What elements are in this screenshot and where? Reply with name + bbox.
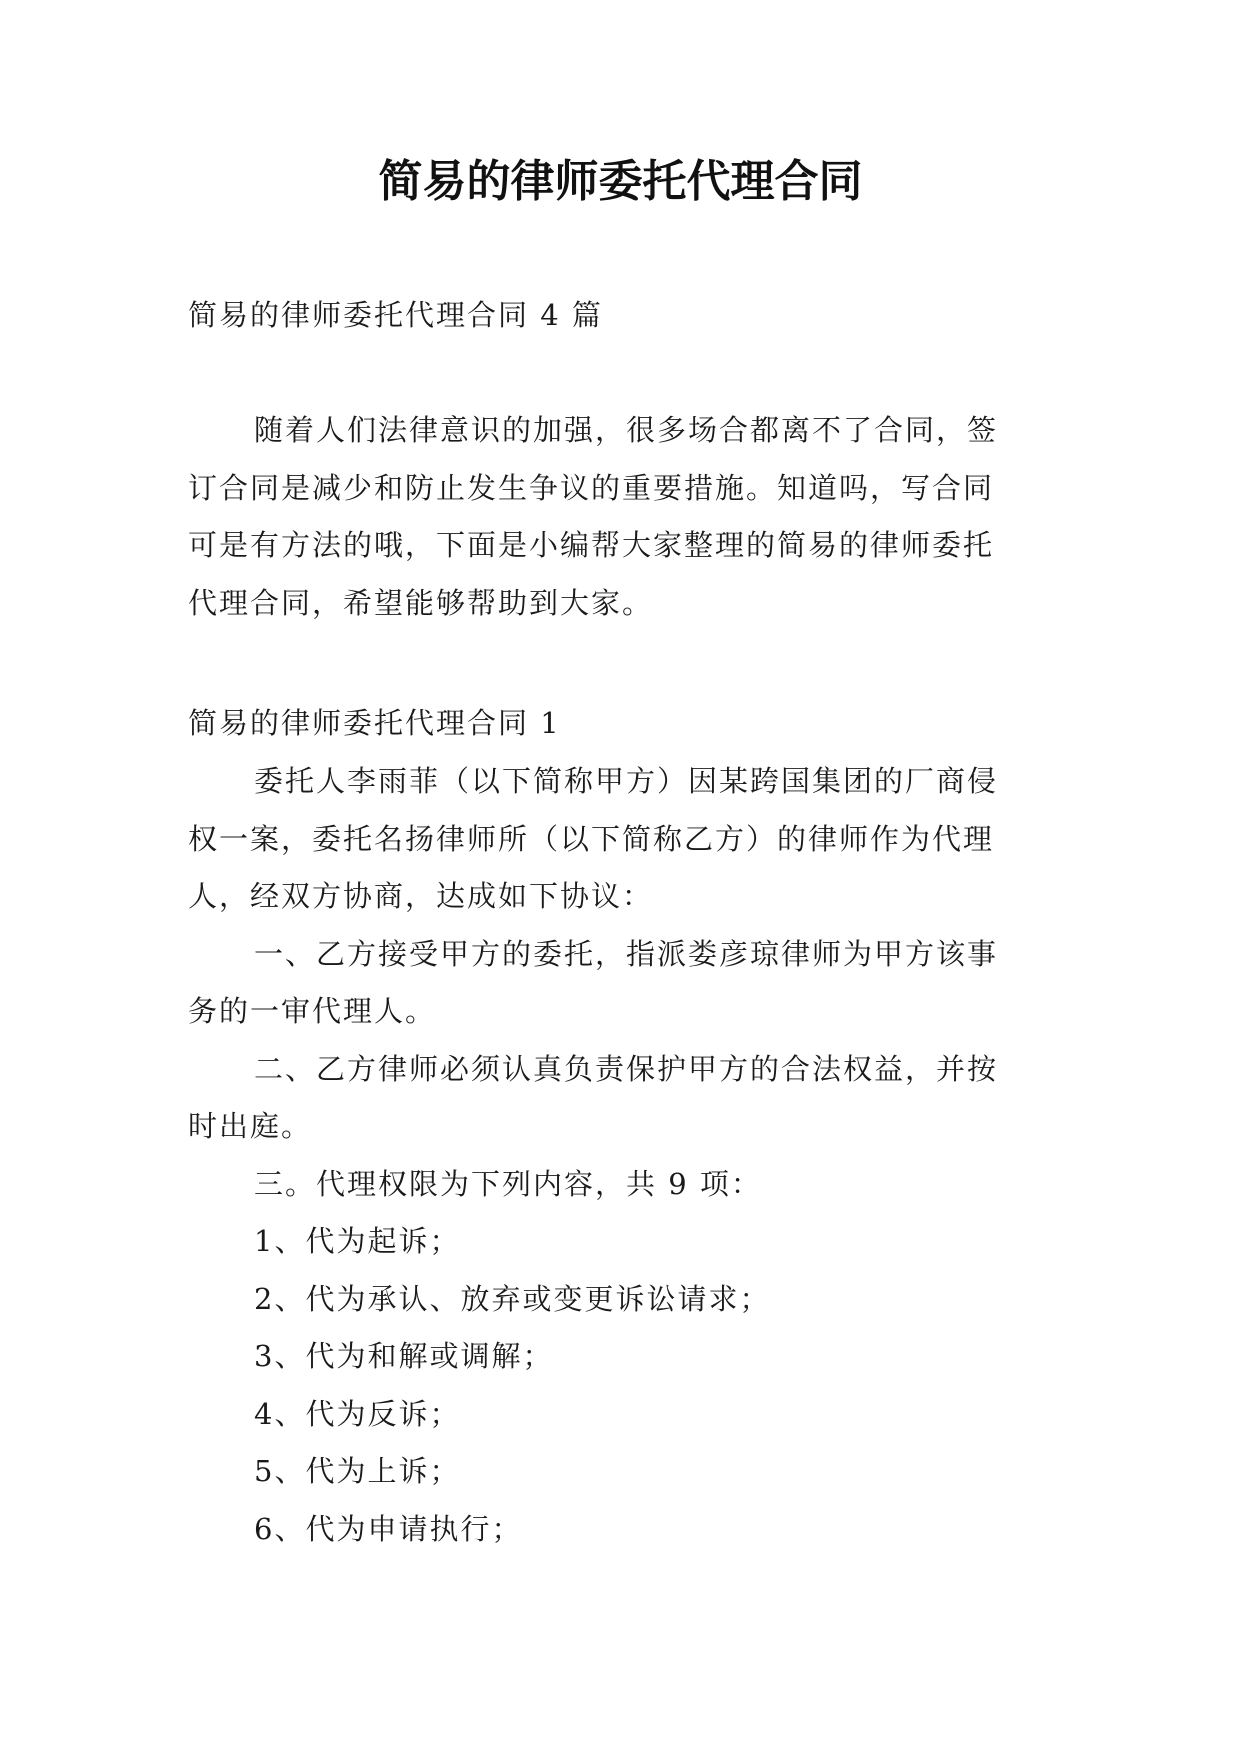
intro-line: 订合同是减少和防止发生争议的重要措施。知道吗，写合同 <box>188 470 995 505</box>
intro-line: 可是有方法的哦，下面是小编帮大家整理的简易的律师委托 <box>188 528 995 562</box>
clause-line: 人，经双方协商，达成如下协议： <box>188 879 654 913</box>
list-item: 1、代为起诉； <box>254 1224 461 1258</box>
section-heading-block <box>188 703 1054 743</box>
contract-clauses <box>188 753 1054 1558</box>
clause-line: 务的一审代理人。 <box>188 994 437 1028</box>
list-item: 4、代为反诉； <box>254 1396 461 1431</box>
section-heading: 简易的律师委托代理合同 1 <box>188 706 561 740</box>
document-subtitle: 简易的律师委托代理合同 4 篇 <box>188 298 603 332</box>
list-item: 2、代为承认、放弃或变更诉讼请求； <box>254 1281 771 1316</box>
list-item: 3、代为和解或调解； <box>254 1339 554 1373</box>
list-item: 5、代为上诉； <box>254 1454 461 1488</box>
intro-line: 随着人们法律意识的加强，很多场合都离不了合同，签 <box>254 413 999 447</box>
list-item: 6、代为申请执行； <box>254 1511 523 1546</box>
clause-line: 二、乙方律师必须认真负责保护甲方的合法权益，并按 <box>254 1051 999 1086</box>
clause-line: 时出庭。 <box>188 1109 313 1143</box>
clause-line: 一、乙方接受甲方的委托，指派娄彦琼律师为甲方该事 <box>254 936 999 971</box>
intro-paragraph <box>188 402 1054 632</box>
clause-line: 三。代理权限为下列内容，共 9 项： <box>254 1166 762 1201</box>
clause-line: 委托人李雨菲（以下简称甲方）因某跨国集团的厂商侵 <box>254 764 999 798</box>
clause-line: 权一案，委托名扬律师所（以下简称乙方）的律师作为代理 <box>188 821 995 856</box>
intro-line: 代理合同，希望能够帮助到大家。 <box>188 585 654 620</box>
document-title: 简易的律师委托代理合同 <box>378 156 863 207</box>
document-subtitle-block <box>188 295 1054 335</box>
